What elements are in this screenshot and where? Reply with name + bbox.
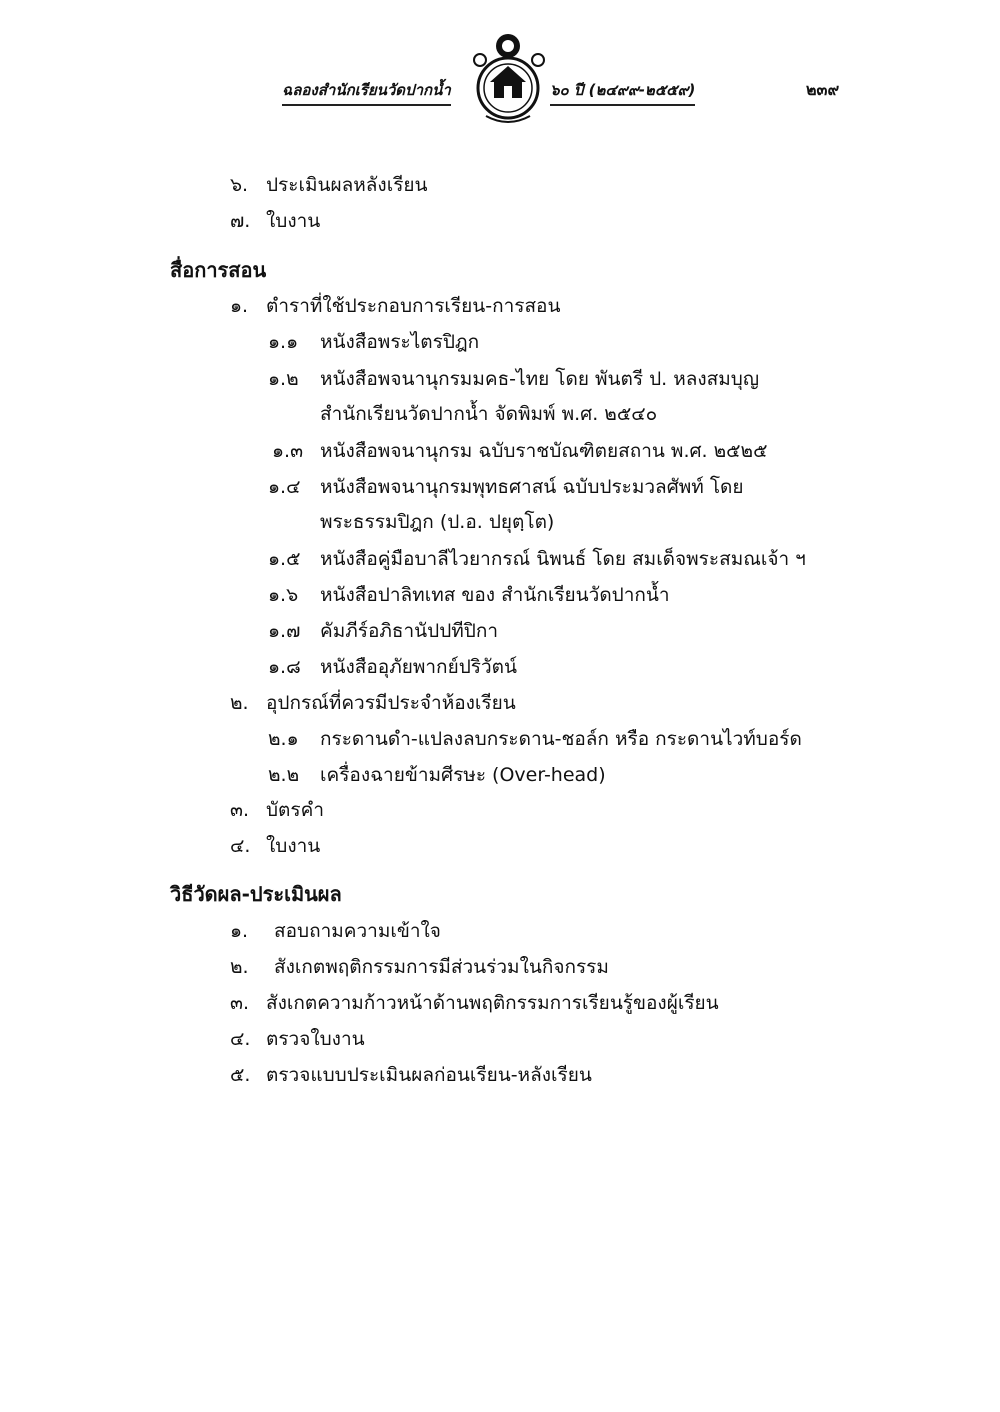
list-item [230, 833, 320, 859]
sub-item-number: ๑.๕ [268, 548, 301, 570]
list-item-number: ๗. [230, 210, 251, 232]
sub-item-number: ๒.๑ [268, 728, 299, 750]
sub-item-text: คัมภีร์อภิธานัปปทีปิกา [320, 620, 499, 642]
sub-list-item [268, 582, 670, 608]
sub-item-number: ๑.๓ [272, 440, 304, 462]
list-item [230, 208, 320, 234]
list-item [230, 1062, 592, 1088]
list-item-number: ๑. [230, 920, 249, 942]
list-item-number: ๒. [230, 692, 249, 714]
sub-list-item [268, 618, 498, 644]
sub-list-item [272, 438, 767, 464]
list-item-text: บัตรคำ [266, 799, 324, 821]
list-item-number: ๔. [230, 1028, 251, 1050]
section-heading-evaluation: วิธีวัดผล-ประเมินผล [170, 882, 342, 906]
list-item-number: ๔. [230, 835, 251, 857]
list-item [230, 990, 719, 1016]
sub-item-text: หนังสือพระไตรปิฎก [320, 331, 480, 353]
list-item-text: ตรวจใบงาน [266, 1028, 365, 1050]
list-item-text: ตำราที่ใช้ประกอบการเรียน-การสอน [266, 295, 561, 317]
sub-item-text: หนังสือปาลิทเทส ของ สำนักเรียนวัดปากน้ำ [320, 584, 670, 606]
sub-list-item [268, 762, 606, 788]
sub-item-number: ๑.๒ [268, 368, 299, 390]
list-item-number: ๑. [230, 295, 249, 317]
page-number: ๒๓๙ [806, 80, 840, 99]
list-item-text: สังเกตพฤติกรรมการมีส่วนร่วมในกิจกรรม [274, 956, 609, 978]
list-item [230, 293, 560, 319]
list-item-number: ๖. [230, 174, 249, 196]
sub-item-number: ๑.๔ [268, 476, 301, 498]
sub-item-number: ๑.๘ [268, 656, 301, 678]
list-item-text: อุปกรณ์ที่ควรมีประจำห้องเรียน [266, 692, 516, 714]
sub-item-continuation: สำนักเรียนวัดปากน้ำ จัดพิมพ์ พ.ศ. ๒๕๔๐ [320, 403, 658, 425]
section-heading-media: สื่อการสอน [170, 258, 267, 282]
sub-item-number: ๑.๑ [268, 331, 299, 353]
list-item [230, 797, 324, 823]
sub-item-text: กระดานดำ-แปลงลบกระดาน-ชอล์ก หรือ กระดานไวท์บอร์ด [320, 728, 802, 750]
list-item-number: ๓. [230, 799, 250, 821]
list-item-number: ๒. [230, 956, 249, 978]
sub-list-item [268, 546, 806, 572]
header-left-title: ฉลองสำนักเรียนวัดปากน้ำ [282, 78, 451, 106]
sub-list-item [268, 474, 744, 500]
header-years: ๖๐ ปี (๒๔๙๙-๒๕๕๙) [550, 78, 695, 106]
list-item [230, 918, 441, 944]
list-item-text: ตรวจแบบประเมินผลก่อนเรียน-หลังเรียน [266, 1064, 592, 1086]
list-item [230, 954, 609, 980]
sub-item-number: ๒.๒ [268, 764, 300, 786]
list-item-number: ๕. [230, 1064, 251, 1086]
list-item-text: สอบถามความเข้าใจ [274, 920, 441, 942]
sub-list-item [268, 654, 517, 680]
list-item-text: ใบงาน [266, 835, 321, 857]
sub-item-text: หนังสือพจนานุกรม ฉบับราชบัณฑิตยสถาน พ.ศ. ๒๕๒๕ [320, 440, 768, 462]
sub-list-item [268, 329, 479, 355]
sub-item-text: เครื่องฉายข้ามศีรษะ (Over-head) [320, 764, 606, 786]
list-item [230, 1026, 365, 1052]
sub-item-text: หนังสืออุภัยพากย์ปริวัตน์ [320, 656, 517, 678]
temple-seal-logo [466, 28, 550, 132]
sub-list-item [268, 366, 759, 392]
list-item-text: ประเมินผลหลังเรียน [266, 174, 428, 196]
sub-item-number: ๑.๖ [268, 584, 299, 606]
list-item [230, 172, 428, 198]
sub-item-continuation: พระธรรมปิฎก (ป.อ. ปยุตฺโต) [320, 511, 555, 533]
list-item-number: ๓. [230, 992, 250, 1014]
sub-item-text: หนังสือพจนานุกรมพุทธศาสน์ ฉบับประมวลศัพท์ โดย [320, 476, 744, 498]
list-item-text: สังเกตความก้าวหน้าด้านพฤติกรรมการเรียนรู้ของผู้เรียน [266, 992, 719, 1014]
sub-item-text: หนังสือคู่มือบาลีไวยากรณ์ นิพนธ์ โดย สมเด็จพระสมณเจ้า ฯ [320, 548, 806, 570]
sub-list-item [268, 726, 802, 752]
list-item [230, 690, 516, 716]
sub-item-text: หนังสือพจนานุกรมมคธ-ไทย โดย พันตรี ป. หลงสมบุญ [320, 368, 760, 390]
list-item-text: ใบงาน [266, 210, 321, 232]
sub-item-number: ๑.๗ [268, 620, 301, 642]
